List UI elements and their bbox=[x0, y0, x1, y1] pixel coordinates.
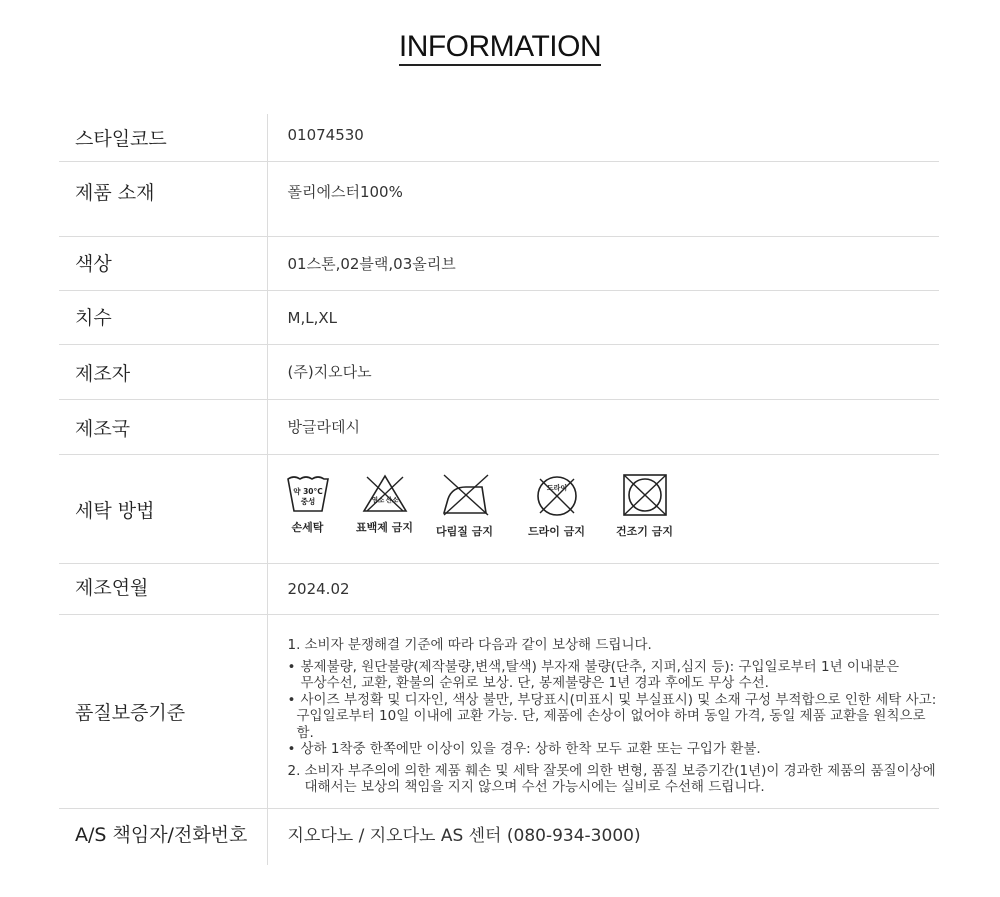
care-caption: 손세탁 bbox=[291, 521, 324, 534]
no-tumble-dry-icon bbox=[622, 473, 668, 517]
quality-line bbox=[288, 741, 940, 758]
line-marker: • bbox=[287, 658, 296, 675]
line-text: 봉제불량, 원단불량(제작불량,변색,탈색) 부자재 불량(단추, 지퍼,심지 등): 구입일로부터 1년 이내분은 bbox=[300, 658, 900, 675]
value-as bbox=[267, 809, 939, 865]
line-text: 소비자 부주의에 의한 제품 훼손 및 세탁 잘못에 의한 변형, 품질 보증기간(1년)이 경과한 제품의 품질이상에 bbox=[304, 762, 936, 779]
label-text: 제조자 bbox=[75, 362, 131, 385]
no-iron-icon bbox=[440, 473, 490, 517]
label-style-code bbox=[59, 114, 267, 162]
quality-text bbox=[288, 615, 940, 796]
label-date bbox=[59, 564, 267, 615]
label-color bbox=[59, 237, 267, 291]
value-text: (주)지오다노 bbox=[287, 362, 372, 381]
value-style-code bbox=[267, 114, 939, 162]
value-text: 방글라데시 bbox=[287, 417, 360, 436]
value-text: 2024.02 bbox=[287, 580, 350, 598]
line-text: 구입일로부터 10일 이내에 교환 가능. 단, 제품에 손상이 없어야 하며 동일 가격, 동일 제품 교환을 원칙으로 함. bbox=[296, 708, 926, 741]
care-item-hand-wash bbox=[286, 473, 330, 535]
care-caption: 건조기 금지 bbox=[616, 525, 673, 538]
page-title-wrap bbox=[0, 30, 1000, 64]
value-text: M,L,XL bbox=[287, 308, 337, 327]
value-quality bbox=[267, 615, 939, 809]
row-material bbox=[59, 162, 939, 237]
label-text: 제조연월 bbox=[75, 576, 149, 599]
care-item-no-bleach bbox=[355, 473, 415, 535]
row-style-code bbox=[59, 114, 939, 162]
label-size bbox=[59, 291, 267, 345]
label-quality bbox=[59, 615, 267, 809]
hand-wash-temp: 약 30°C bbox=[292, 487, 323, 496]
care-caption: 드라이 금지 bbox=[528, 525, 585, 538]
quality-line bbox=[288, 708, 940, 741]
value-country bbox=[267, 400, 939, 455]
value-size bbox=[267, 291, 939, 345]
row-quality bbox=[59, 615, 939, 809]
line-text: 대해서는 보상의 책임을 지지 않으며 수선 가능시에는 실비로 수선해 드립니다. bbox=[304, 779, 765, 795]
care-item-no-iron bbox=[435, 473, 495, 539]
label-text: A/S 책임자/전화번호 bbox=[75, 823, 248, 846]
no-bleach-oxygen: 산소 bbox=[385, 496, 398, 504]
quality-line bbox=[288, 692, 940, 709]
value-text: 01스톤,02블랙,03올리브 bbox=[287, 254, 456, 273]
care-caption: 다림질 금지 bbox=[436, 525, 493, 538]
row-date bbox=[59, 564, 939, 615]
row-as bbox=[59, 809, 939, 865]
info-table bbox=[59, 114, 939, 865]
no-dry-clean-icon bbox=[534, 473, 580, 517]
label-country bbox=[59, 400, 267, 455]
value-color bbox=[267, 237, 939, 291]
label-text: 스타일코드 bbox=[75, 128, 167, 150]
quality-line bbox=[288, 675, 940, 692]
label-text: 치수 bbox=[75, 306, 112, 329]
label-text: 품질보증기준 bbox=[75, 702, 186, 724]
line-marker: 2. bbox=[287, 762, 301, 779]
care-icons bbox=[286, 455, 940, 539]
label-text: 세탁 방법 bbox=[75, 499, 155, 522]
value-text: 폴리에스터100% bbox=[287, 183, 403, 201]
line-text: 무상수선, 교환, 환불의 순위로 보상. 단, 봉제불량은 1년 경과 후에도 무상 수선. bbox=[300, 675, 769, 691]
label-as bbox=[59, 809, 267, 865]
no-bleach-chlorine: 염소 bbox=[371, 496, 384, 504]
label-manufacturer bbox=[59, 345, 267, 400]
quality-line bbox=[288, 659, 940, 676]
value-date bbox=[267, 564, 939, 615]
value-text: 01074530 bbox=[287, 125, 364, 144]
row-country bbox=[59, 400, 939, 455]
label-text: 제조국 bbox=[75, 417, 131, 440]
line-marker: • bbox=[287, 691, 296, 708]
label-text: 제품 소재 bbox=[75, 182, 155, 204]
hand-wash-icon bbox=[286, 473, 330, 513]
row-size bbox=[59, 291, 939, 345]
value-material bbox=[267, 162, 939, 237]
quality-line bbox=[288, 637, 940, 654]
no-dry-clean-text: 드라이 bbox=[546, 484, 567, 492]
row-washing bbox=[59, 455, 939, 564]
row-manufacturer bbox=[59, 345, 939, 400]
value-manufacturer bbox=[267, 345, 939, 400]
hand-wash-detergent: 중성 bbox=[300, 497, 315, 506]
line-text: 사이즈 부정확 및 디자인, 색상 불만, 부당표시(미표시 및 부실표시) 및 소재 구성 부적합으로 인한 세탁 사고: bbox=[300, 691, 937, 708]
no-bleach-icon bbox=[361, 473, 409, 513]
label-text: 색상 bbox=[75, 252, 112, 275]
care-item-no-tumble-dry bbox=[615, 473, 675, 539]
row-color bbox=[59, 237, 939, 291]
care-item-no-dry-clean bbox=[527, 473, 587, 539]
line-marker: • bbox=[287, 741, 296, 757]
label-material bbox=[59, 162, 267, 237]
label-washing bbox=[59, 455, 267, 564]
quality-line bbox=[288, 779, 940, 796]
care-caption: 표백제 금지 bbox=[356, 521, 413, 534]
line-text: 소비자 분쟁해결 기준에 따라 다음과 같이 보상해 드립니다. bbox=[304, 637, 652, 653]
page-title: INFORMATION bbox=[399, 30, 601, 66]
quality-line bbox=[288, 763, 940, 780]
value-washing bbox=[267, 455, 939, 564]
value-text: 지오다노 / 지오다노 AS 센터 (080-934-3000) bbox=[287, 825, 641, 846]
line-marker: 1. bbox=[287, 637, 301, 653]
line-text: 상하 1착중 한쪽에만 이상이 있을 경우: 상하 한착 모두 교환 또는 구입가 환불. bbox=[300, 741, 761, 757]
